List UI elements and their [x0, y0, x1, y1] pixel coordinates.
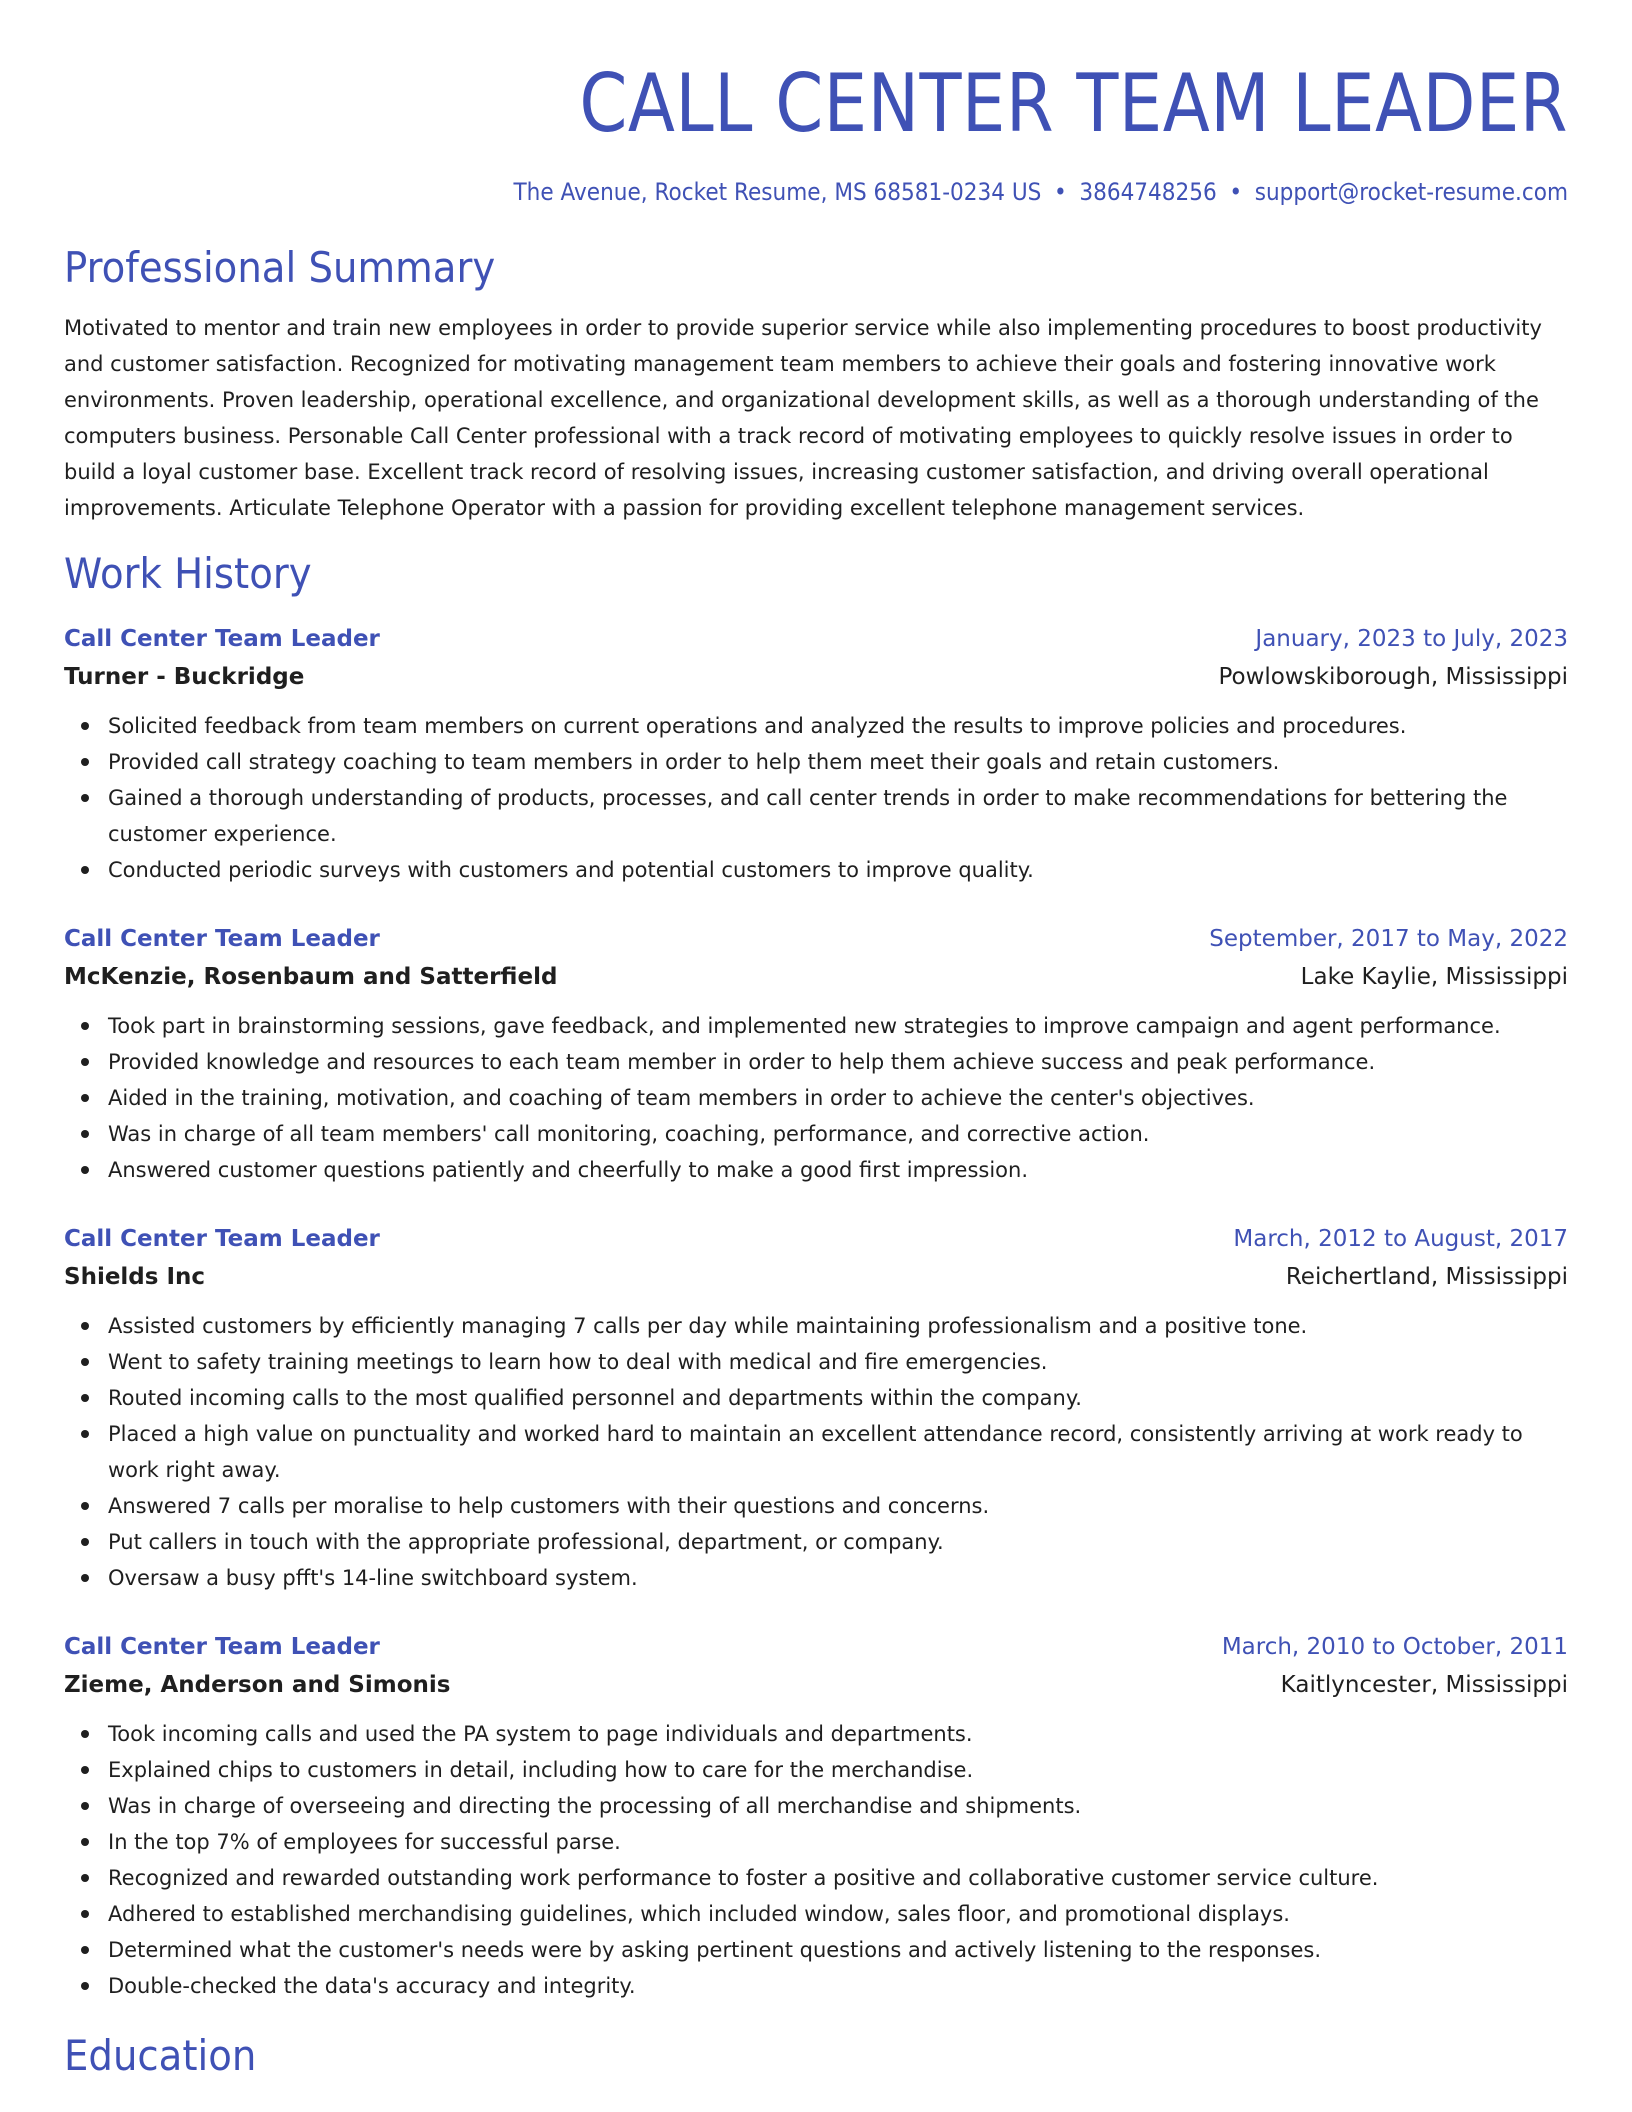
- resume-name: CALL CENTER TEAM LEADER: [579, 57, 1568, 150]
- education-heading: Education: [64, 2031, 257, 2080]
- job-bullet: Recognized and rewarded outstanding work performance to foster a positive and collaborative customer service culture.: [108, 1860, 1568, 1896]
- job-bullet: In the top 7% of employees for successful parse.: [108, 1824, 1568, 1860]
- job-title: Call Center Team Leader: [64, 1226, 380, 1252]
- job-bullet: Took incoming calls and used the PA system to page individuals and departments.: [108, 1716, 1568, 1752]
- job-bullet: Provided call strategy coaching to team members in order to help them meet their goals and retain customers.: [108, 744, 1568, 780]
- job-title-row: [64, 1628, 1568, 1666]
- job-location: Lake Kaylie, Mississippi: [1300, 964, 1568, 990]
- job-entry: [64, 1628, 1568, 2004]
- job-location: Powlowskiborough, Mississippi: [1218, 664, 1568, 690]
- job-dates: January, 2023 to July, 2023: [1255, 626, 1568, 652]
- job-title-row: [64, 1220, 1568, 1258]
- contact-email: support@rocket-resume.com: [1254, 178, 1568, 206]
- job-bullet: Provided knowledge and resources to each team member in order to help them achieve success and peak performance.: [108, 1044, 1568, 1080]
- job-company-row: [64, 658, 1568, 696]
- job-bullet: Solicited feedback from team members on current operations and analyzed the results to improve policies and procedures.: [108, 708, 1568, 744]
- job-company: McKenzie, Rosenbaum and Satterfield: [64, 964, 558, 990]
- resume-page: [64, 0, 1568, 2082]
- job-company: Turner - Buckridge: [64, 664, 305, 690]
- contact-line: [214, 176, 1568, 208]
- job-bullet: Conducted periodic surveys with customers and potential customers to improve quality.: [108, 852, 1568, 888]
- job-company: Zieme, Anderson and Simonis: [64, 1672, 451, 1698]
- job-bullet: Double-checked the data's accuracy and integrity.: [108, 1968, 1568, 2004]
- job-company-row: [64, 1666, 1568, 1704]
- job-dates: September, 2017 to May, 2022: [1209, 926, 1568, 952]
- job-company: Shields Inc: [64, 1264, 206, 1290]
- job-bullet: Oversaw a busy pfft's 14-line switchboard system.: [108, 1560, 1568, 1596]
- job-bullet: Put callers in touch with the appropriate professional, department, or company.: [108, 1524, 1568, 1560]
- work-history-list: [64, 620, 1568, 2004]
- job-bullet: Placed a high value on punctuality and worked hard to maintain an excellent attendance record, consistently arriving at work ready to work right away.: [108, 1416, 1568, 1488]
- job-bullet: Was in charge of overseeing and directing the processing of all merchandise and shipments.: [108, 1788, 1568, 1824]
- job-entry: [64, 1220, 1568, 1596]
- job-location: Kaitlyncester, Mississippi: [1280, 1672, 1568, 1698]
- contact-separator: •: [1229, 178, 1243, 206]
- job-company-row: [64, 1258, 1568, 1296]
- work-history-heading: Work History: [64, 549, 312, 598]
- job-title-row: [64, 620, 1568, 658]
- job-dates: March, 2010 to October, 2011: [1221, 1634, 1568, 1660]
- job-entry: [64, 620, 1568, 888]
- job-bullets: [64, 1716, 1568, 2004]
- job-entry: [64, 920, 1568, 1188]
- job-bullet: Assisted customers by efficiently managing 7 calls per day while maintaining professionalism and a positive tone.: [108, 1308, 1568, 1344]
- job-bullets: [64, 708, 1568, 888]
- contact-address: The Avenue, Rocket Resume, MS 68581-0234 US: [513, 178, 1042, 206]
- job-bullet: Took part in brainstorming sessions, gave feedback, and implemented new strategies to improve campaign and agent performance.: [108, 1008, 1568, 1044]
- job-bullet: Answered customer questions patiently and cheerfully to make a good first impression.: [108, 1152, 1568, 1188]
- job-title-row: [64, 920, 1568, 958]
- job-bullet: Answered 7 calls per moralise to help customers with their questions and concerns.: [108, 1488, 1568, 1524]
- job-bullets: [64, 1008, 1568, 1188]
- job-title: Call Center Team Leader: [64, 626, 380, 652]
- job-company-row: [64, 958, 1568, 996]
- job-title: Call Center Team Leader: [64, 926, 380, 952]
- job-bullet: Routed incoming calls to the most qualified personnel and departments within the company.: [108, 1380, 1568, 1416]
- job-bullet: Was in charge of all team members' call monitoring, coaching, performance, and corrective action.: [108, 1116, 1568, 1152]
- job-bullet: Aided in the training, motivation, and coaching of team members in order to achieve the center's objectives.: [108, 1080, 1568, 1116]
- job-bullet: Gained a thorough understanding of products, processes, and call center trends in order to make recommendations for bettering the customer experience.: [108, 780, 1568, 852]
- job-bullet: Explained chips to customers in detail, including how to care for the merchandise.: [108, 1752, 1568, 1788]
- job-bullet: Went to safety training meetings to learn how to deal with medical and fire emergencies.: [108, 1344, 1568, 1380]
- job-dates: March, 2012 to August, 2017: [1233, 1226, 1568, 1252]
- summary-text: Motivated to mentor and train new employees in order to provide superior service while also implementing procedures to boost productivity and customer satisfaction. Recognized for motivating management team members to achieve their goals and fostering innovative work environments. Proven leadership, operational excellence, and organizational development skills, as well as a thorough understanding of the computers business. Personable Call Center professional with a track record of motivating employees to quickly resolve issues in order to build a loyal customer base. Excellent track record of resolving issues, increasing customer satisfaction, and driving overall operational improvements. Articulate Telephone Operator with a passion for providing excellent telephone management services.: [64, 316, 1542, 520]
- job-title: Call Center Team Leader: [64, 1634, 380, 1660]
- contact-phone: 3864748256: [1079, 178, 1217, 206]
- contact-separator: •: [1054, 178, 1067, 206]
- job-bullet: Determined what the customer's needs were by asking pertinent questions and actively listening to the responses.: [108, 1932, 1568, 1968]
- summary-heading: Professional Summary: [64, 243, 496, 292]
- job-bullets: [64, 1308, 1568, 1596]
- job-bullet: Adhered to established merchandising guidelines, which included window, sales floor, and promotional displays.: [108, 1896, 1568, 1932]
- job-location: Reichertland, Mississippi: [1285, 1264, 1568, 1290]
